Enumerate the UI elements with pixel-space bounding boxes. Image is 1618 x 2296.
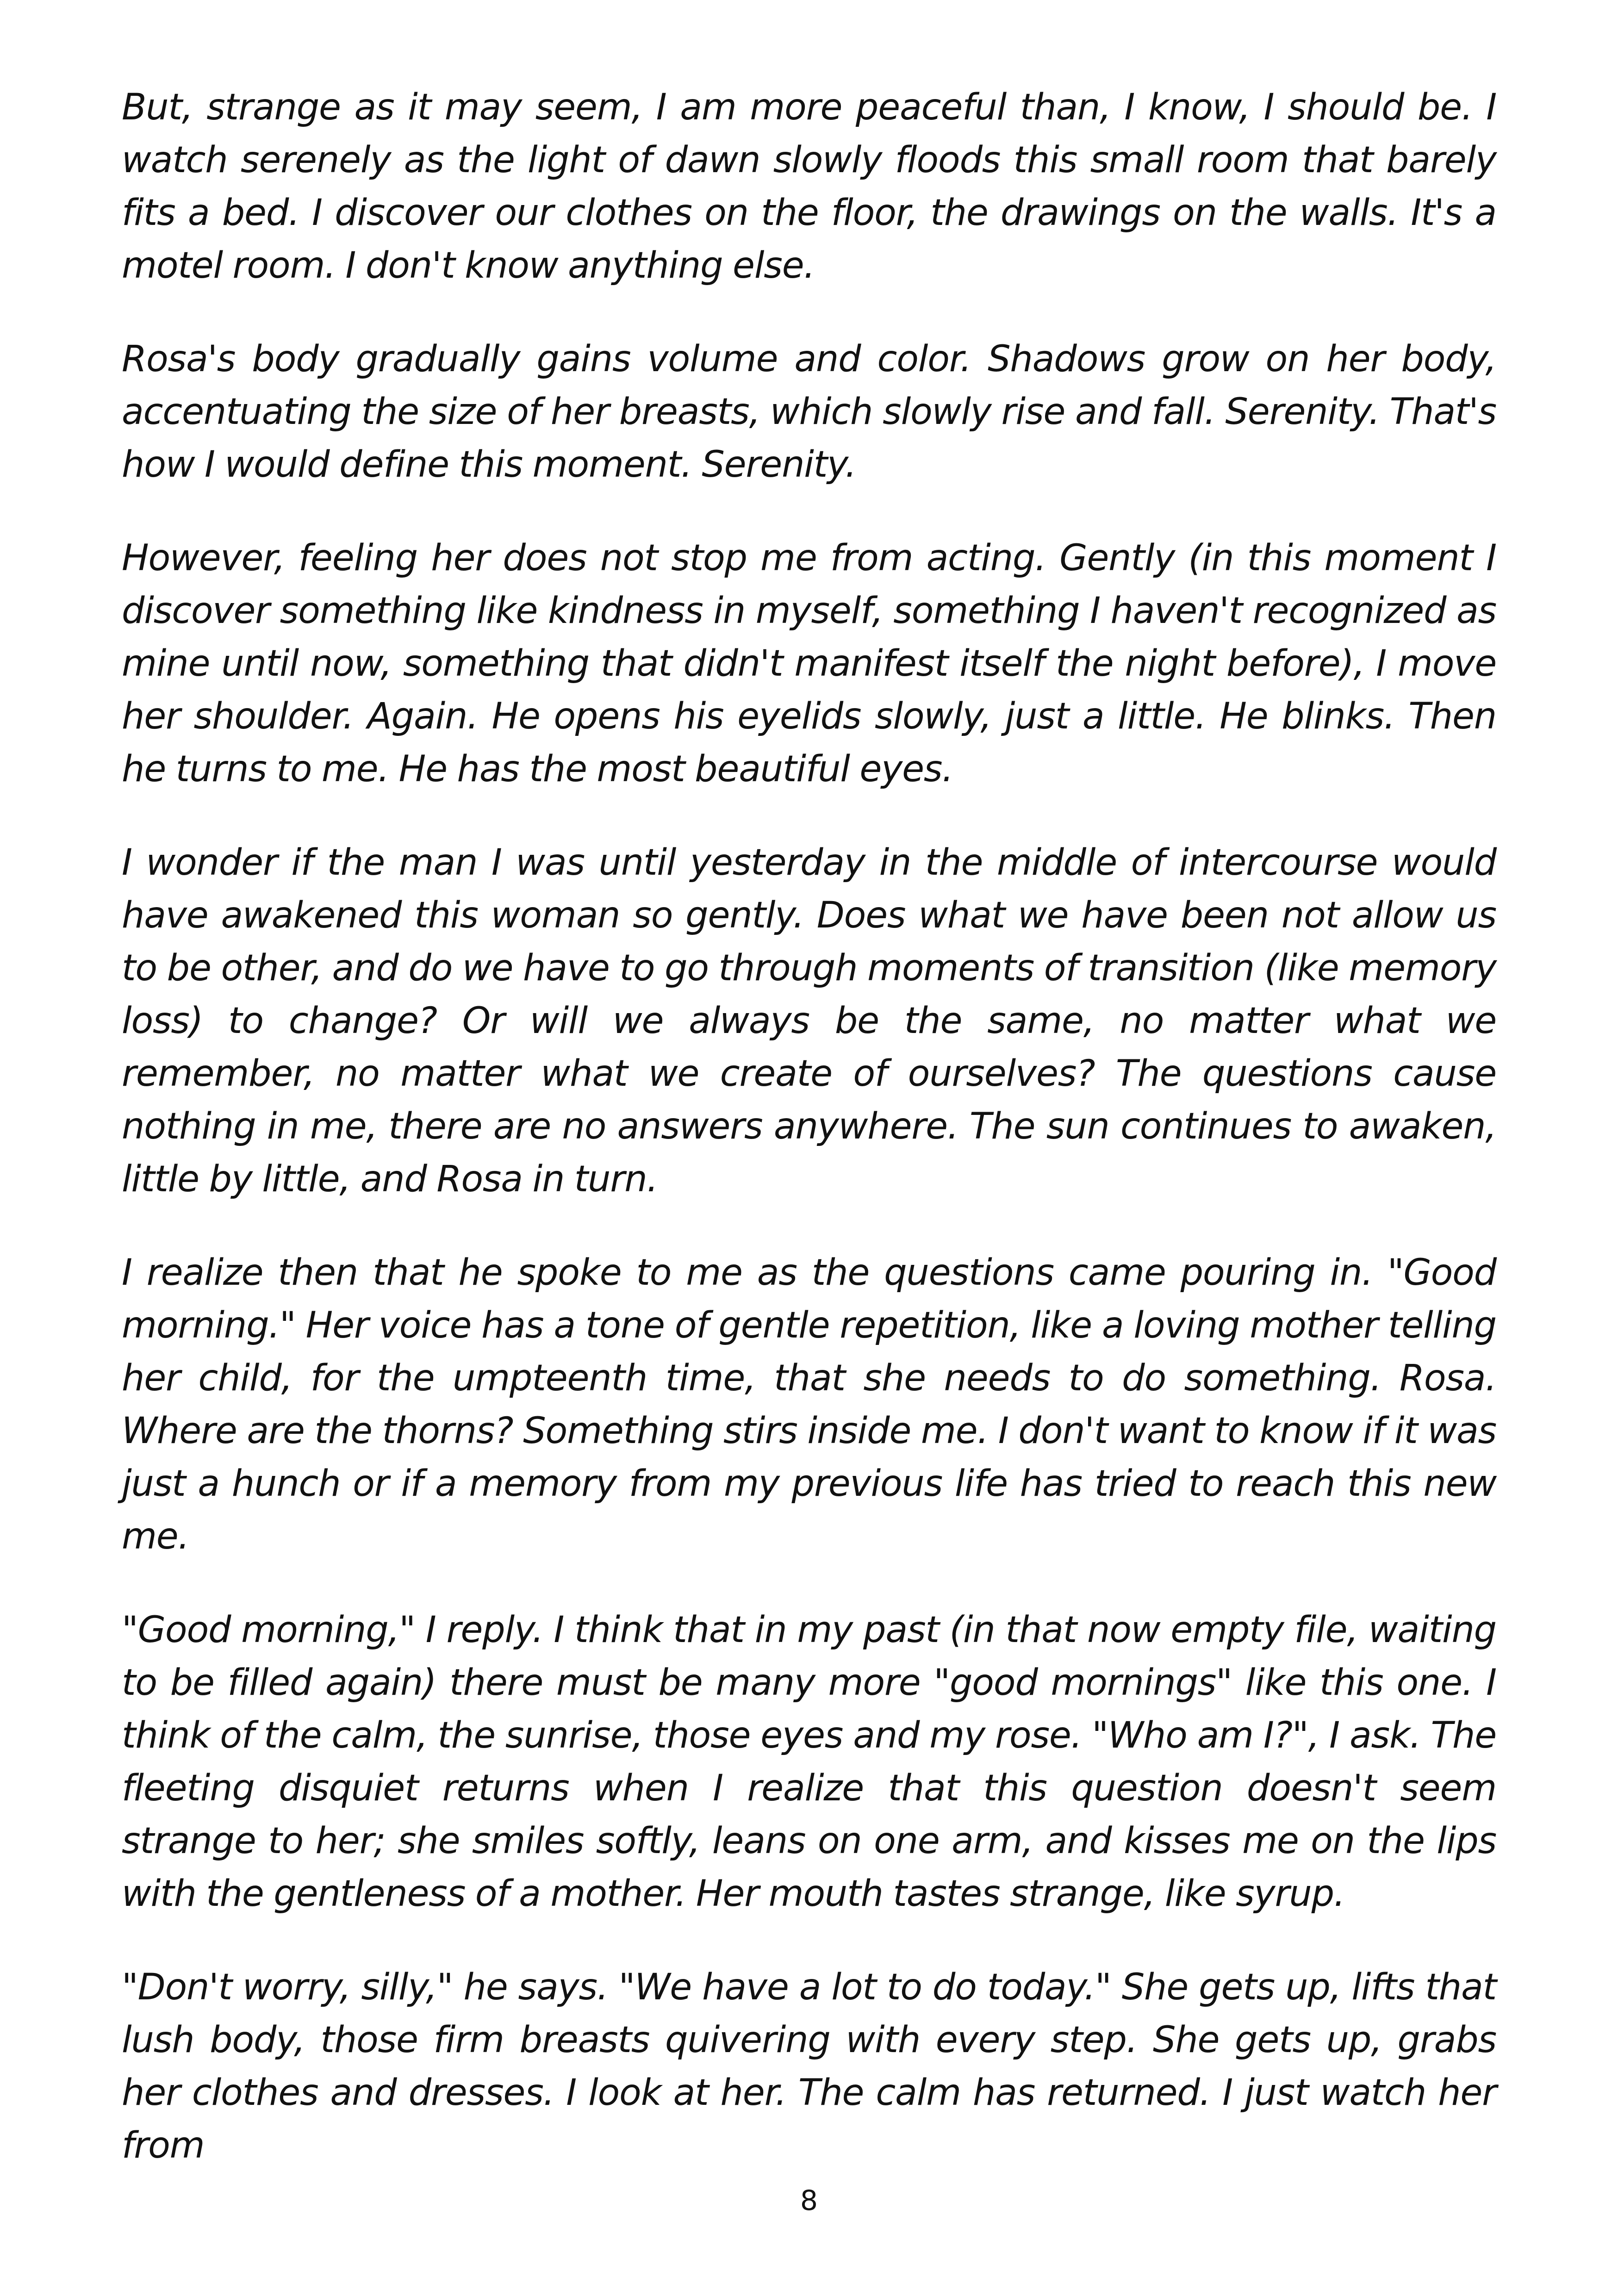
page-number: 8: [800, 2184, 818, 2217]
paragraph: I wonder if the man I was until yesterday in the middle of intercourse would have awakened this woman so gently. Does what we have been not allow us to be other, and do we have to go through moments of transition (like memory loss) to change? Or will we always be the same, no matter what we remember, no matter what we create of ourselves? The questions cause nothing in me, there are no answers anywhere. The sun continues to awaken, little by little, and Rosa in turn.: [122, 842, 1496, 1200]
paragraph: But, strange as it may seem, I am more peaceful than, I know, I should be. I watch serenely as the light of dawn slowly floods this small room that barely fits a bed. I discover our clothes on the floor, the drawings on the walls. It's a motel room. I don't know anything else.: [122, 87, 1496, 286]
paragraph: "Good morning," I reply. I think that in my past (in that now empty file, waiting to be filled again) there must be many more "good mornings" like this one. I think of the calm, the sunrise, those eyes and my rose. "Who am I?", I ask. The fleeting disquiet returns when I realize that this question doesn't seem strange to her; she smiles softly, leans on one arm, and kisses me on the lips with the gentleness of a mother. Her mouth tastes strange, like syrup.: [122, 1609, 1496, 1915]
paragraph: I realize then that he spoke to me as the questions came pouring in. "Good morning." Her voice has a tone of gentle repetition, like a loving mother telling her child, for the umpteenth time, that she needs to do something. Rosa. Where are the thorns? Something stirs inside me. I don't want to know if it was just a hunch or if a memory from my previous life has tried to reach this new me.: [122, 1252, 1496, 1557]
paragraph: However, feeling her does not stop me from acting. Gently (in this moment I discover something like kindness in myself, something I haven't recognized as mine until now, something that didn't manifest itself the night before), I move her shoulder. Again. He opens his eyelids slowly, just a little. He blinks. Then he turns to me. He has the most beautiful eyes.: [122, 537, 1496, 790]
body-text: [122, 81, 1496, 2172]
paragraph: Rosa's body gradually gains volume and color. Shadows grow on her body, accentuating the size of her breasts, which slowly rise and fall. Serenity. That's how I would define this moment. Serenity.: [122, 338, 1496, 485]
paragraph: "Don't worry, silly," he says. "We have a lot to do today." She gets up, lifts that lush body, those firm breasts quivering with every step. She gets up, grabs her clothes and dresses. I look at her. The calm has returned. I just watch her from: [122, 1966, 1496, 2166]
